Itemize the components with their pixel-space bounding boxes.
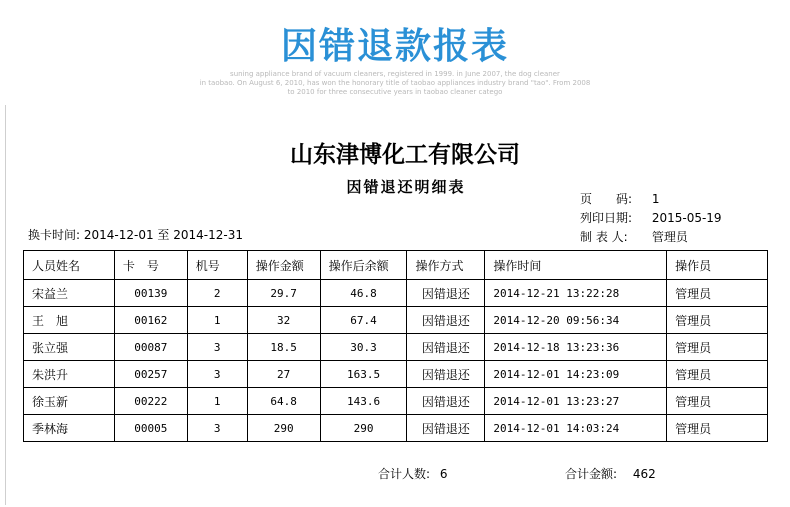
total-count-value: 6 — [439, 467, 448, 481]
refund-detail-table — [23, 250, 768, 442]
cell-card: 00222 — [114, 388, 187, 415]
total-count — [378, 465, 448, 482]
cell-balance: 67.4 — [320, 307, 407, 334]
cell-method: 因错退还 — [407, 307, 485, 334]
col-header-machine: 机号 — [187, 251, 247, 280]
page-number — [580, 190, 659, 207]
cell-name: 张立强 — [24, 334, 115, 361]
table-row — [24, 307, 768, 334]
cell-time: 2014-12-20 09:56:34 — [485, 307, 667, 334]
cell-method: 因错退还 — [407, 361, 485, 388]
cell-balance: 163.5 — [320, 361, 407, 388]
table-row — [24, 361, 768, 388]
cell-balance: 30.3 — [320, 334, 407, 361]
cell-operator: 管理员 — [667, 280, 768, 307]
cell-time: 2014-12-21 13:22:28 — [485, 280, 667, 307]
table-row — [24, 280, 768, 307]
cell-method: 因错退还 — [407, 280, 485, 307]
total-amount — [565, 465, 656, 482]
total-amount-value: 462 — [632, 467, 656, 481]
cell-balance: 143.6 — [320, 388, 407, 415]
col-header-balance: 操作后余额 — [320, 251, 407, 280]
cell-machine: 1 — [187, 388, 247, 415]
report-maker-label: 制 表 人: — [580, 230, 628, 244]
total-count-label: 合计人数: — [378, 467, 431, 481]
cell-method: 因错退还 — [407, 415, 485, 442]
cell-card: 00139 — [114, 280, 187, 307]
cell-operator: 管理员 — [667, 334, 768, 361]
cell-name: 朱洪升 — [24, 361, 115, 388]
col-header-time: 操作时间 — [485, 251, 667, 280]
cell-name: 徐玉新 — [24, 388, 115, 415]
cell-machine: 1 — [187, 307, 247, 334]
cell-time: 2014-12-01 14:03:24 — [485, 415, 667, 442]
table-row — [24, 334, 768, 361]
print-date — [580, 209, 722, 226]
company-name: 山东津博化工有限公司 — [290, 141, 520, 168]
col-header-operator: 操作员 — [667, 251, 768, 280]
cell-amount: 18.5 — [247, 334, 320, 361]
print-date-value: 2015-05-19 — [651, 211, 722, 225]
banner-subtitle-line: in taobao. On August 6, 2010, has won the honorary title of taobao appliances industry brand "tao". From 2008 — [199, 79, 591, 87]
cell-card: 00087 — [114, 334, 187, 361]
cell-card: 00257 — [114, 361, 187, 388]
cell-time: 2014-12-01 13:23:27 — [485, 388, 667, 415]
cell-operator: 管理员 — [667, 307, 768, 334]
cell-name: 王 旭 — [24, 307, 115, 334]
cell-method: 因错退还 — [407, 334, 485, 361]
cell-name: 宋益兰 — [24, 280, 115, 307]
print-date-label: 列印日期: — [580, 211, 633, 225]
col-header-method: 操作方式 — [407, 251, 485, 280]
cell-operator: 管理员 — [667, 361, 768, 388]
cell-balance: 290 — [320, 415, 407, 442]
total-amount-label: 合计金额: — [565, 467, 618, 481]
cell-amount: 29.7 — [247, 280, 320, 307]
banner-subtitle — [0, 70, 790, 97]
cell-balance: 46.8 — [320, 280, 407, 307]
cell-card: 00005 — [114, 415, 187, 442]
col-header-name: 人员姓名 — [24, 251, 115, 280]
cell-operator: 管理员 — [667, 388, 768, 415]
cell-machine: 2 — [187, 280, 247, 307]
page-number-label: 页 码: — [580, 192, 633, 206]
banner-subtitle-line: to 2010 for three consecutive years in taobao cleaner catego — [287, 88, 503, 96]
table-row — [24, 415, 768, 442]
cell-card: 00162 — [114, 307, 187, 334]
report-maker-value: 管理员 — [651, 230, 688, 244]
cell-amount: 27 — [247, 361, 320, 388]
card-period: 换卡时间: 2014-12-01 至 2014-12-31 — [28, 228, 243, 242]
col-header-amount: 操作金额 — [247, 251, 320, 280]
cell-machine: 3 — [187, 415, 247, 442]
cell-name: 季林海 — [24, 415, 115, 442]
banner-subtitle-line: suning appliance brand of vacuum cleaners, registered in 1999. in June 2007, the dog cleaner — [230, 70, 560, 78]
page-number-value: 1 — [651, 192, 660, 206]
table-header-row — [24, 251, 768, 280]
report-subtitle: 因错退还明细表 — [346, 178, 466, 196]
cell-operator: 管理员 — [667, 415, 768, 442]
banner-title: 因错退款报表 — [280, 26, 509, 67]
table-row — [24, 388, 768, 415]
cell-machine: 3 — [187, 361, 247, 388]
report-maker — [580, 228, 688, 245]
cell-amount: 32 — [247, 307, 320, 334]
cell-time: 2014-12-18 13:23:36 — [485, 334, 667, 361]
cell-amount: 290 — [247, 415, 320, 442]
col-header-card: 卡 号 — [114, 251, 187, 280]
cell-time: 2014-12-01 14:23:09 — [485, 361, 667, 388]
cell-amount: 64.8 — [247, 388, 320, 415]
cell-method: 因错退还 — [407, 388, 485, 415]
cell-machine: 3 — [187, 334, 247, 361]
